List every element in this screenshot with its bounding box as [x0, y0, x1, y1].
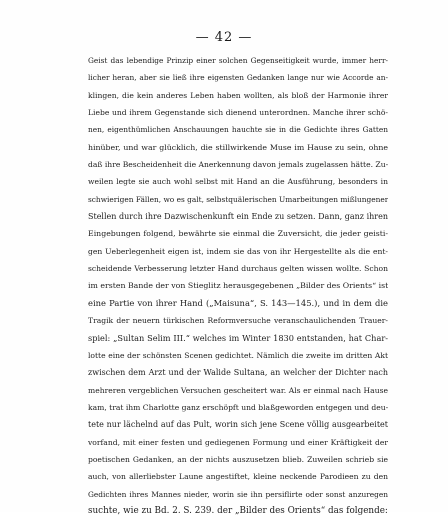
text-line: tete nur lächelnd auf das Pult, worin sich jene Scene völlig ausgearbeitet: [88, 420, 388, 430]
text-line: licher heran, aber sie ließ ihre eigensten Gedanken lange nur wie Accorde an-: [88, 73, 388, 83]
text-line: suchte, wie zu Bd. 2. S. 239. der „Bilder des Orients“ das folgende:: [88, 505, 388, 516]
text-line: spiel: „Sultan Selim III.“ welches im Winter 1830 entstanden, hat Char-: [88, 332, 388, 343]
text-line: daß ihre Bescheidenheit die Anerkennung davon jemals zugelassen hätte. Zu-: [88, 160, 388, 170]
text-line: eine Partie von ihrer Hand („Maisuna“, S. 143—145.), und in dem die: [88, 297, 388, 308]
text-line: vorfand, mit einer festen und gediegenen Formung und einer Kräftigkeit der: [88, 437, 388, 447]
text-line: klingen, die kein anderes Leben haben wollten, als bloß der Harmonie ihrer: [88, 90, 388, 100]
text-line: auch, von allerliebster Laune angestiftet, kleine neckende Parodieen zu den: [88, 472, 388, 482]
text-line: nen, eigenthümlichen Anschauungen hauchte sie in die Gedichte ihres Gatten: [88, 125, 388, 135]
text-line: zwischen dem Arzt und der Walide Sultana, an welcher der Dichter nach: [88, 368, 388, 378]
text-line: schwierigen Fällen, wo es galt, selbstquälerischen Umarbeitungen mißlungener: [88, 194, 388, 204]
text-line: kam, trat ihm Charlotte ganz erschöpft und blaßgeworden entgegen und deu-: [88, 402, 388, 412]
text-line: Tragik der neuern türkischen Reformversuche veranschaulichenden Trauer-: [88, 316, 388, 326]
text-line: im ersten Bande der von Stieglitz herausgegebenen „Bilder des Orients“ ist: [88, 281, 388, 291]
page-number-header: — 42 —: [195, 30, 253, 45]
text-line: Geist das lebendige Prinzip einer solchen Gegenseitigkeit wurde, immer herr-: [88, 56, 388, 65]
text-line: Eingebungen folgend, bewährte sie einmal die Zuversicht, die jeder geisti-: [88, 229, 388, 239]
text-line: Stellen durch ihre Dazwischenkunft ein Ende zu setzen. Dann, ganz ihren: [88, 212, 388, 222]
text-line: Liebe und ihrem Gegenstande sich dienend unterordnen. Manche ihrer schö-: [88, 108, 388, 118]
text-line: Gedichten ihres Mannes nieder, worin sie ihn persiflirte oder sonst anzuregen: [88, 489, 388, 499]
text-line: hinüber, und war glücklich, die stillwirkende Muse im Hause zu sein, ohne: [88, 142, 388, 152]
text-line: poetischen Gedanken, an der nichts auszusetzen blieb. Zuweilen schrieb sie: [88, 454, 388, 464]
text-line: mehreren vergeblichen Versuchen gescheitert war. Als er einmal nach Hause: [88, 385, 388, 395]
text-line: scheidende Verbesserung letzter Hand durchaus gelten wissen wollte. Schon: [88, 264, 388, 274]
text-line: weilen legte sie auch wohl selbst mit Hand an die Ausführung, besonders in: [88, 177, 388, 187]
body-text: [88, 52, 388, 520]
text-line: lotte eine der schönsten Scenen gedichtet. Nämlich die zweite im dritten Akt: [88, 350, 388, 360]
text-line: gen Ueberlegenheit eigen ist, indem sie das von ihr Hergestellte als die ent-: [88, 246, 388, 256]
